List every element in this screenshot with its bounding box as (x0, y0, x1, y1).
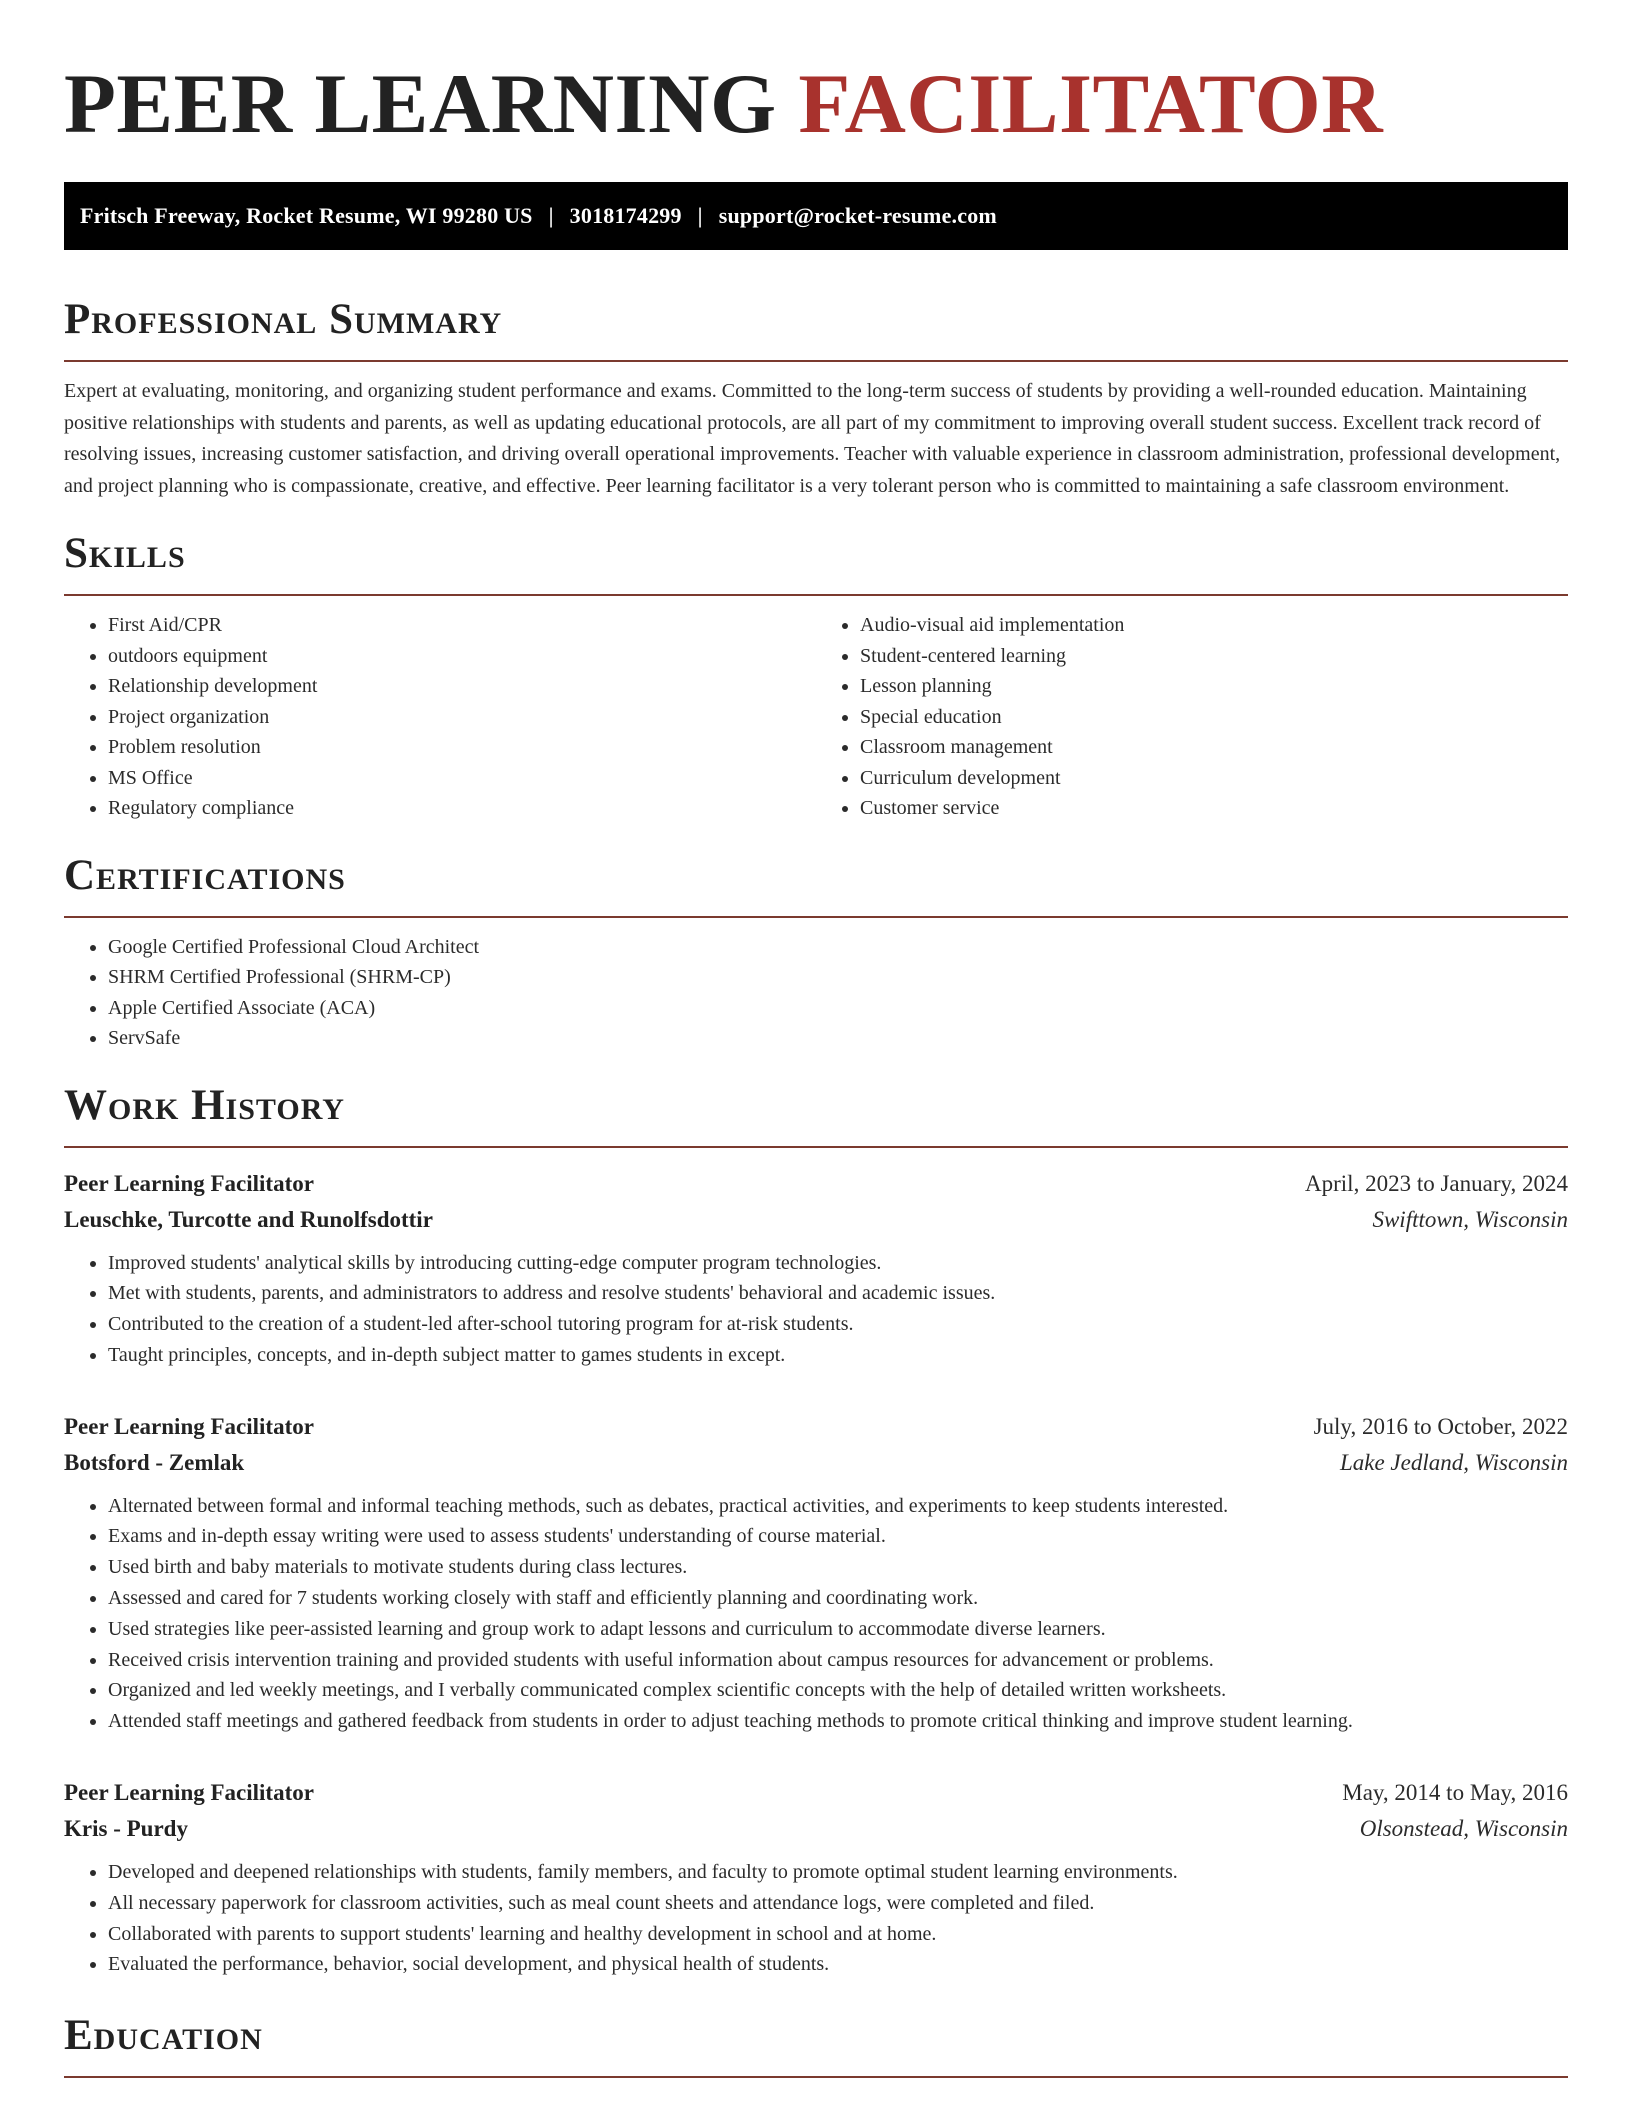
contact-separator: | (697, 203, 703, 228)
summary-section (64, 294, 1568, 502)
name-accent-part: FACILITATOR (798, 57, 1384, 151)
skill-item: • Audio-visual aid implementation (860, 610, 1568, 641)
skills-columns (64, 610, 1568, 824)
job-bullet: • Improved students' analytical skills by introducing cutting-edge computer program technologies. (108, 1248, 1568, 1279)
contact-bar (64, 182, 1568, 250)
contact-address: Fritsch Freeway, Rocket Resume, WI 99280 US (80, 203, 533, 228)
skills-list-right (816, 610, 1568, 824)
job-bullet: • Contributed to the creation of a student-led after-school tutoring program for at-risk students. (108, 1309, 1568, 1340)
job-bullets (64, 1491, 1568, 1737)
section-title-education: Education (64, 2010, 1568, 2078)
contact-email: support@rocket-resume.com (718, 203, 997, 228)
certification-item: • ServSafe (108, 1023, 1568, 1054)
certification-item: • SHRM Certified Professional (SHRM-CP) (108, 962, 1568, 993)
skill-item: • Project organization (108, 702, 816, 733)
skill-item: • Lesson planning (860, 671, 1568, 702)
contact-separator: | (548, 203, 554, 228)
skill-item: • Customer service (860, 793, 1568, 824)
name-first-part: PEER LEARNING (64, 57, 777, 151)
job-company: Botsford - Zemlak (64, 1449, 245, 1475)
section-title-skills: Skills (64, 528, 1568, 596)
skill-item: • Special education (860, 702, 1568, 733)
job-bullet: • Assessed and cared for 7 students working closely with staff and efficiently planning and coordinating work. (108, 1583, 1568, 1614)
job-company: Leuschke, Turcotte and Runolfsdottir (64, 1206, 433, 1232)
skill-item: • Classroom management (860, 732, 1568, 763)
skill-item: • First Aid/CPR (108, 610, 816, 641)
job-company: Kris - Purdy (64, 1816, 188, 1842)
work-history-section (64, 1080, 1568, 1981)
skill-item: • Problem resolution (108, 732, 816, 763)
job-dates: May, 2014 to May, 2016 (1342, 1780, 1568, 1806)
contact-phone: 3018174299 (569, 203, 682, 228)
job-bullets (64, 1857, 1568, 1980)
job-title: Peer Learning Facilitator (64, 1413, 314, 1439)
certifications-list (64, 932, 1568, 1054)
skill-item: • Relationship development (108, 671, 816, 702)
certification-item: • Apple Certified Associate (ACA) (108, 993, 1568, 1024)
summary-text: Expert at evaluating, monitoring, and organizing student performance and exams. Committed to the long-term success of students by providing a well-rounded education. Maintaining positive relationships with students and parents, as well as updating educational protocols, are all part of my commitment to improving overall student success. Excellent track record of resolving issues, increasing customer satisfaction, and driving overall operational improvements. Teacher with valuable experience in classroom administration, professional development, and project planning who is compassionate, creative, and effective. Peer learning facilitator is a very tolerant person who is committed to maintaining a safe classroom environment. (64, 380, 1561, 497)
skill-item: • Curriculum development (860, 763, 1568, 794)
job-bullet: • Collaborated with parents to support students' learning and healthy development in school and at home. (108, 1919, 1568, 1950)
section-title-certifications: Certifications (64, 850, 1568, 918)
education-section (64, 2010, 1568, 2078)
job-location: Swifttown, Wisconsin (1372, 1206, 1568, 1232)
skill-item: • MS Office (108, 763, 816, 794)
job-bullet: • Used strategies like peer-assisted learning and group work to adapt lessons and curriculum to accommodate diverse learners. (108, 1614, 1568, 1645)
job-title: Peer Learning Facilitator (64, 1780, 314, 1806)
job-entry (64, 1409, 1568, 1737)
section-title-summary: Professional Summary (64, 294, 1568, 362)
job-dates: July, 2016 to October, 2022 (1313, 1413, 1568, 1439)
skills-list-left (64, 610, 816, 824)
job-dates: April, 2023 to January, 2024 (1305, 1170, 1568, 1196)
skill-item: • Regulatory compliance (108, 793, 816, 824)
skill-item: • outdoors equipment (108, 641, 816, 672)
job-bullet: • Evaluated the performance, behavior, social development, and physical health of students. (108, 1949, 1568, 1980)
job-location: Lake Jedland, Wisconsin (1339, 1449, 1568, 1475)
job-bullet: • Alternated between formal and informal teaching methods, such as debates, practical activities, and experiments to keep students interested. (108, 1491, 1568, 1522)
section-title-work-history: Work History (64, 1080, 1568, 1148)
job-bullet: • Attended staff meetings and gathered feedback from students in order to adjust teaching methods to promote critical thinking and improve student learning. (108, 1706, 1568, 1737)
job-bullet: • Received crisis intervention training and provided students with useful information about campus resources for advancement or problems. (108, 1645, 1568, 1676)
job-bullet: • Exams and in-depth essay writing were used to assess students' understanding of course material. (108, 1521, 1568, 1552)
certifications-section (64, 850, 1568, 1054)
job-bullet: • Organized and led weekly meetings, and I verbally communicated complex scientific concepts with the help of detailed written worksheets. (108, 1675, 1568, 1706)
job-bullet: • Developed and deepened relationships with students, family members, and faculty to promote optimal student learning environments. (108, 1857, 1568, 1888)
job-bullet: • All necessary paperwork for classroom activities, such as meal count sheets and attendance logs, were completed and filed. (108, 1888, 1568, 1919)
job-entry (64, 1775, 1568, 1980)
job-location: Olsonstead, Wisconsin (1359, 1816, 1568, 1842)
job-bullet: • Taught principles, concepts, and in-depth subject matter to games students in except. (108, 1340, 1568, 1371)
job-title: Peer Learning Facilitator (64, 1170, 314, 1196)
certification-item: • Google Certified Professional Cloud Architect (108, 932, 1568, 963)
job-bullet: • Met with students, parents, and administrators to address and resolve students' behavioral and academic issues. (108, 1278, 1568, 1309)
skill-item: • Student-centered learning (860, 641, 1568, 672)
job-bullets (64, 1248, 1568, 1371)
job-entry (64, 1166, 1568, 1371)
resume-name (64, 0, 1568, 150)
skills-section (64, 528, 1568, 824)
job-bullet: • Used birth and baby materials to motivate students during class lectures. (108, 1552, 1568, 1583)
